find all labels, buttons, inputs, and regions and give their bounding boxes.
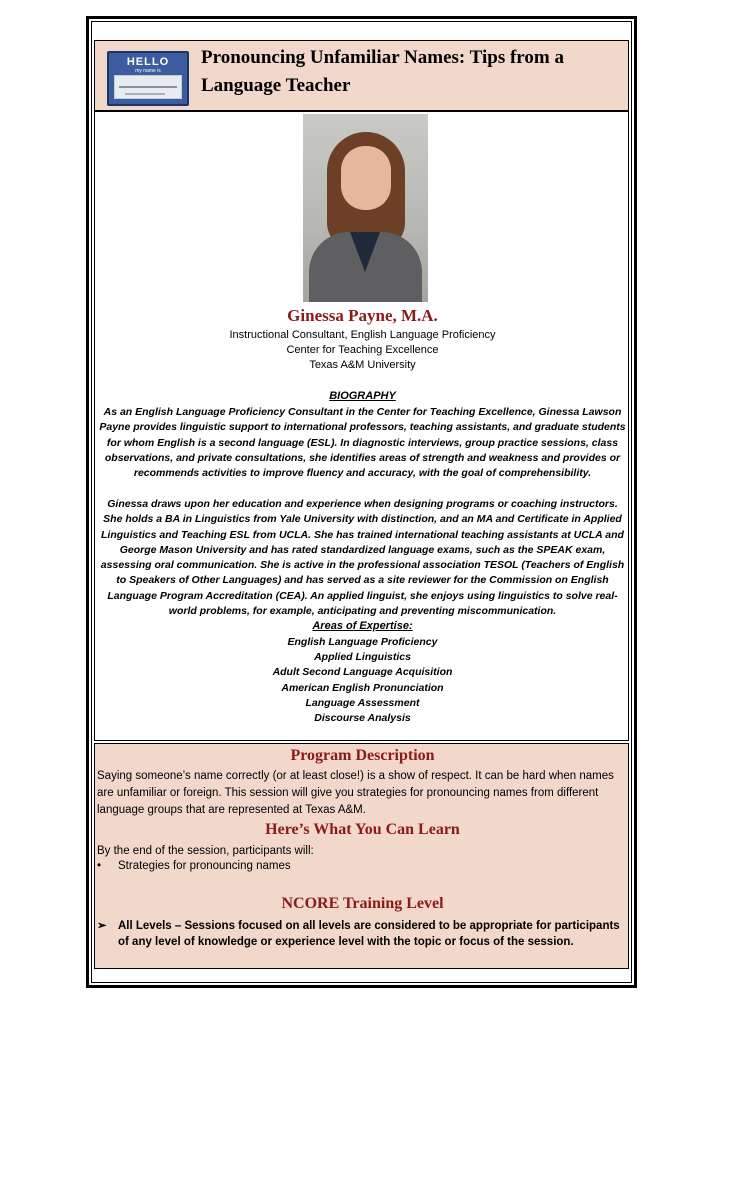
hello-tag-blank-area: [114, 75, 182, 99]
presenter-section: [94, 111, 629, 741]
expertise-list: [95, 635, 630, 726]
hello-tag-subtext: my name is: [135, 68, 161, 74]
learn-item-text: Strategies for pronouncing names: [118, 860, 291, 872]
biography-heading: BIOGRAPHY: [329, 390, 396, 402]
presenter-title: Instructional Consultant, English Language Proficiency: [229, 329, 496, 341]
learn-list-item: [97, 860, 291, 872]
program-description-text: Saying someone’s name correctly (or at least close!) is a show of respect. It can be hard when names are unfamiliar or foreign. This session will give you strategies for pronouncing names from different language groups that are represented at Texas A&M.: [97, 770, 614, 816]
learn-intro: By the end of the session, participants will:: [97, 845, 314, 857]
expertise-item: Applied Linguistics: [314, 651, 411, 664]
ncore-heading: NCORE Training Level: [281, 895, 444, 912]
photo-face: [341, 146, 391, 210]
expertise-heading: Areas of Expertise:: [312, 620, 413, 632]
hello-tag-word: HELLO: [126, 56, 170, 68]
presenter-photo: [303, 114, 428, 302]
ncore-level-text: All Levels – Sessions focused on all levels are considered to be appropriate for participants of any level of knowledge or experience level with the topic or focus of the session.: [118, 920, 620, 948]
title-banner: [94, 40, 629, 111]
biography-paragraph-2: Ginessa draws upon her education and experience when designing programs or coaching instructors. She holds a BA in Linguistics from Yale University with distinction, and an MA and Certificate in Applied Linguistics and Teaching ESL from UCLA. She has trained international teaching assistants at UCLA and George Mason University and has rated standardized language exams, such as the SPEAK exam, assessing oral communication. She is active in the professional association TESOL (Teachers of English to Speakers of Other Languages) and has served as a site reviewer for the Commission on English Language Program Accreditation (CEA). An applied linguist, she enjoys using linguistics to solve real-world problems, for example, anticipating and preventing miscommunication.: [100, 498, 625, 618]
arrow-bullet-icon: ➢: [97, 920, 107, 932]
program-section: [94, 743, 629, 969]
expertise-item: Discourse Analysis: [314, 712, 411, 725]
presenter-department: Center for Teaching Excellence: [286, 344, 439, 356]
page-title: Pronouncing Unfamiliar Names: Tips from a Language Teacher: [201, 47, 564, 96]
expertise-item: Adult Second Language Acquisition: [272, 666, 453, 679]
expertise-item: Language Assessment: [305, 696, 420, 709]
program-description-heading: Program Description: [290, 747, 435, 764]
presenter-university: Texas A&M University: [309, 359, 416, 371]
presenter-name: Ginessa Payne, M.A.: [287, 306, 438, 325]
bullet-icon: •: [97, 860, 102, 872]
hello-name-tag-image: [107, 51, 189, 106]
expertise-item: American English Pronunciation: [281, 681, 444, 694]
learn-heading: Here’s What You Can Learn: [265, 821, 460, 838]
biography-paragraph-1: As an English Language Proficiency Consultant in the Center for Teaching Excellence, Ginessa Lawson Payne provides linguistic support to international professors, teaching assistants, and graduate students for whom English is a second language (ESL). In diagnostic interviews, group practice sessions, class observations, and private consultations, she identifies areas of strength and weakness and provides or recommends activities to improve fluency and accuracy, with the goal of comprehensibility.: [99, 406, 626, 480]
expertise-item: English Language Proficiency: [287, 636, 438, 648]
